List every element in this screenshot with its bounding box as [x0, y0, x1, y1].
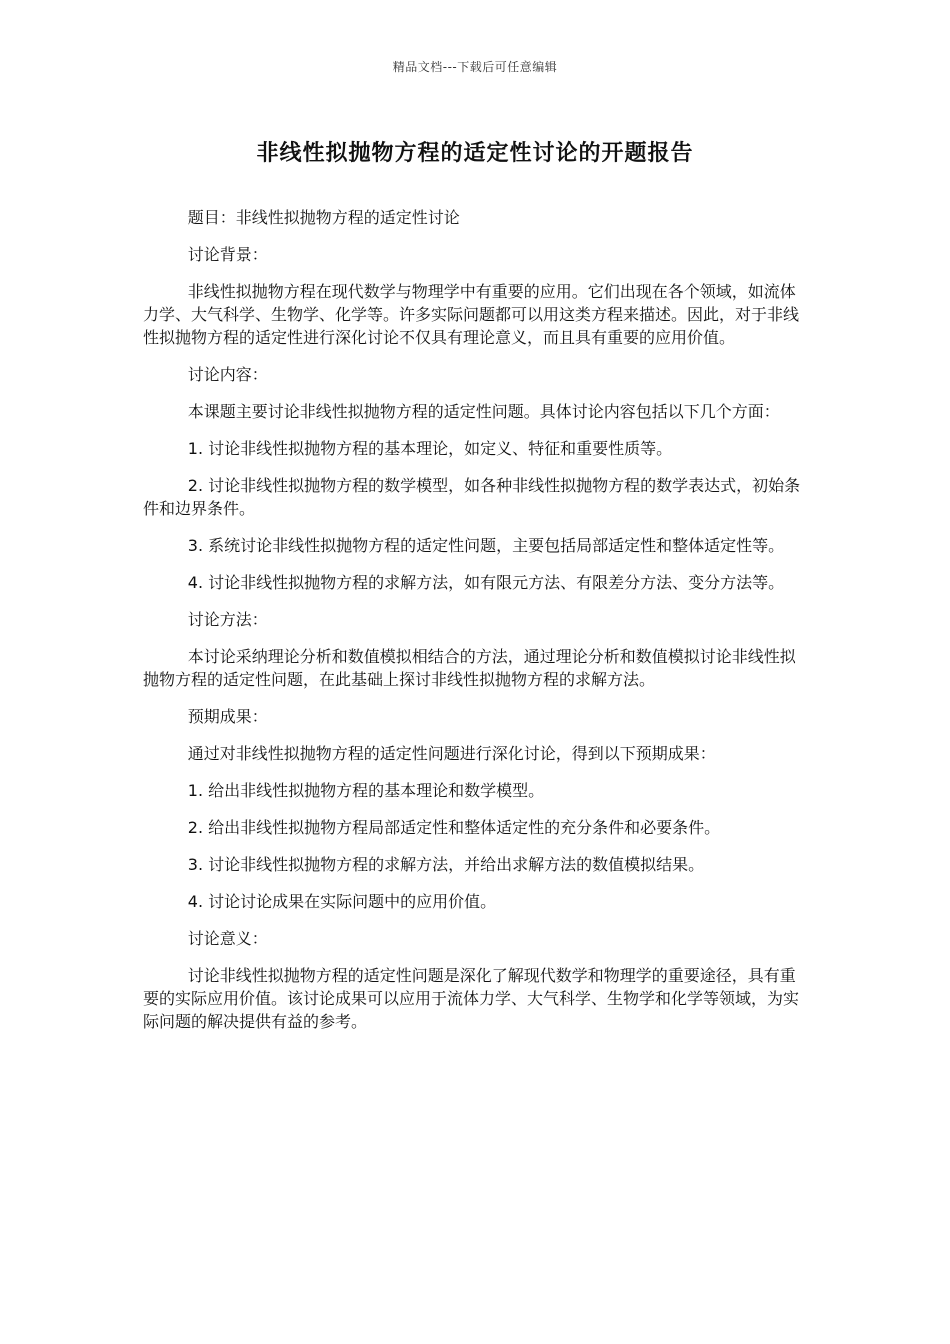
- method-paragraph: 本讨论采纳理论分析和数值模拟相结合的方法，通过理论分析和数值模拟讨论非线性拟抛物方程的适定性问题，在此基础上探讨非线性拟抛物方程的求解方法。: [143, 647, 796, 689]
- significance-paragraph: 讨论非线性拟抛物方程的适定性问题是深化了解现代数学和物理学的重要途径，具有重要的实际应用价值。该讨论成果可以应用于流体力学、大气科学、生物学和化学等领域，为实际问题的解决提供有益的参考。: [143, 966, 800, 1031]
- expected-results-intro: 通过对非线性拟抛物方程的适定性问题进行深化讨论，得到以下预期成果：: [187, 744, 716, 763]
- content-list-item: 4. 讨论非线性拟抛物方程的求解方法，如有限元方法、有限差分方法、变分方法等。: [187, 573, 785, 592]
- topic-line: 题目：非线性拟抛物方程的适定性讨论: [187, 208, 460, 227]
- section-heading-expected-results: 预期成果：: [187, 707, 268, 726]
- expected-results-item: 1. 给出非线性拟抛物方程的基本理论和数学模型。: [187, 781, 545, 800]
- section-heading-significance: 讨论意义：: [187, 929, 268, 948]
- expected-results-item: 2. 给出非线性拟抛物方程局部适定性和整体适定性的充分条件和必要条件。: [187, 818, 721, 837]
- content-list-item: 3. 系统讨论非线性拟抛物方程的适定性问题，主要包括局部适定性和整体适定性等。: [187, 536, 785, 555]
- header-note: 精品文档---下载后可任意编辑: [392, 60, 558, 74]
- section-heading-content: 讨论内容：: [187, 365, 268, 384]
- expected-results-item: 4. 讨论讨论成果在实际问题中的应用价值。: [187, 892, 497, 911]
- background-paragraph: 非线性拟抛物方程在现代数学与物理学中有重要的应用。它们出现在各个领域，如流体力学、大气科学、生物学、化学等。许多实际问题都可以用这类方程来描述。因此，对于非线性拟抛物方程的适定性进行深化讨论不仅具有理论意义，而且具有重要的应用价值。: [143, 282, 800, 347]
- content-list-item: 1. 讨论非线性拟抛物方程的基本理论，如定义、特征和重要性质等。: [187, 439, 673, 458]
- document-body: [143, 206, 807, 1047]
- content-intro-paragraph: 本课题主要讨论非线性拟抛物方程的适定性问题。具体讨论内容包括以下几个方面：: [187, 402, 780, 421]
- document-title: 非线性拟抛物方程的适定性讨论的开题报告: [256, 141, 694, 166]
- section-heading-method: 讨论方法：: [187, 610, 268, 629]
- content-list-item: 2. 讨论非线性拟抛物方程的数学模型，如各种非线性拟抛物方程的数学表达式，初始条件和边界条件。: [143, 476, 801, 518]
- expected-results-item: 3. 讨论非线性拟抛物方程的求解方法，并给出求解方法的数值模拟结果。: [187, 855, 705, 874]
- section-heading-background: 讨论背景：: [187, 245, 268, 264]
